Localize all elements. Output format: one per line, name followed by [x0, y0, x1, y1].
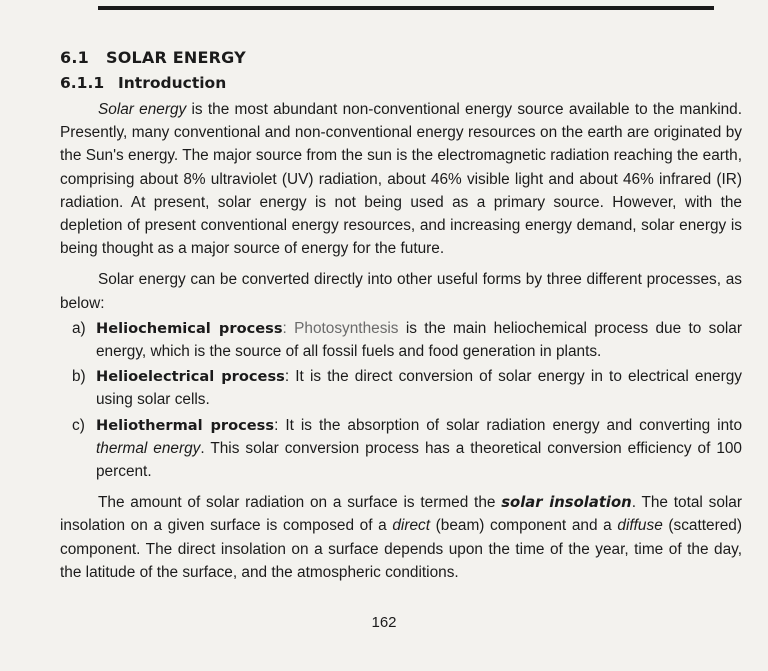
- process-lead: Photosynthesis: [286, 319, 399, 337]
- page-number: 162: [371, 614, 397, 631]
- process-colon: :: [282, 319, 287, 337]
- process-colon: :: [274, 416, 279, 434]
- header-rule: [98, 6, 714, 10]
- list-marker: b): [72, 368, 86, 386]
- process-text: It is the direct conversion of solar energy in to electrical energy using solar cells.: [96, 368, 742, 409]
- intro-text: is the most abundant non-conventional energy source available to the mankind. Presently, many conventional and non-conventional energy resources on the earth are originated by the Sun's energy. The major source from the sun is the electromagnetic radiation reaching the earth, comprising about 8% ultraviolet (UV) radiation, about 46% visible light and about 46% infrared (IR) radiation. At present, solar energy is not being used as a primary source. However, with the depletion of present conventional energy resources, and increasing energy demand, solar energy is being thought as a major source of energy for the future.: [60, 101, 743, 258]
- list-marker: c): [72, 416, 85, 434]
- list-item: [60, 414, 742, 484]
- subsection-heading: [60, 72, 742, 98]
- insolation-post: (scattered) component. The direct insolation on a surface depends upon the time of the year, time of the day, the latitude of the surface, and the atmospheric conditions.: [60, 517, 742, 581]
- process-text-end: . This solar conversion process has a theoretical conversion efficiency of 100 percent.: [96, 439, 742, 481]
- process-term: Heliothermal process: [96, 416, 275, 434]
- list-marker: a): [72, 319, 86, 337]
- process-text: It is the absorption of solar radiation energy and converting into: [278, 416, 742, 434]
- process-colon: :: [284, 368, 290, 386]
- insolation-mid2: (beam) component and a: [430, 517, 618, 535]
- process-term: Helioelectrical process: [96, 368, 285, 386]
- subsection-number: 6.1.1: [60, 74, 105, 92]
- section-heading: [60, 46, 742, 72]
- section-number: 6.1: [60, 48, 89, 67]
- list-item: [60, 365, 742, 411]
- process-term: Heliochemical process: [96, 319, 283, 337]
- insolation-paragraph: [60, 491, 742, 584]
- insolation-pre: The amount of solar radiation on a surface is termed the: [98, 494, 502, 512]
- process-text: is the main heliochemical process due to solar energy, which is the source of all fossil fuels and food generation in plants.: [96, 319, 742, 361]
- process-list: [60, 317, 742, 483]
- subsection-title: Introduction: [118, 74, 227, 92]
- process-italic: thermal energy: [96, 439, 201, 457]
- section-title: SOLAR ENERGY: [106, 48, 246, 67]
- conversion-intro-paragraph: Solar energy can be converted directly into other useful forms by three different processes, as below:: [60, 271, 742, 312]
- insolation-direct: direct: [392, 517, 430, 535]
- intro-term: Solar energy: [98, 101, 187, 118]
- page-content: [60, 46, 742, 584]
- insolation-term: solar insolation: [501, 494, 632, 512]
- insolation-diffuse: diffuse: [617, 517, 663, 535]
- insolation-mid1: . The total solar insolation on a given surface is composed of a: [60, 494, 742, 535]
- list-item: [60, 317, 742, 363]
- intro-paragraph: [60, 98, 742, 260]
